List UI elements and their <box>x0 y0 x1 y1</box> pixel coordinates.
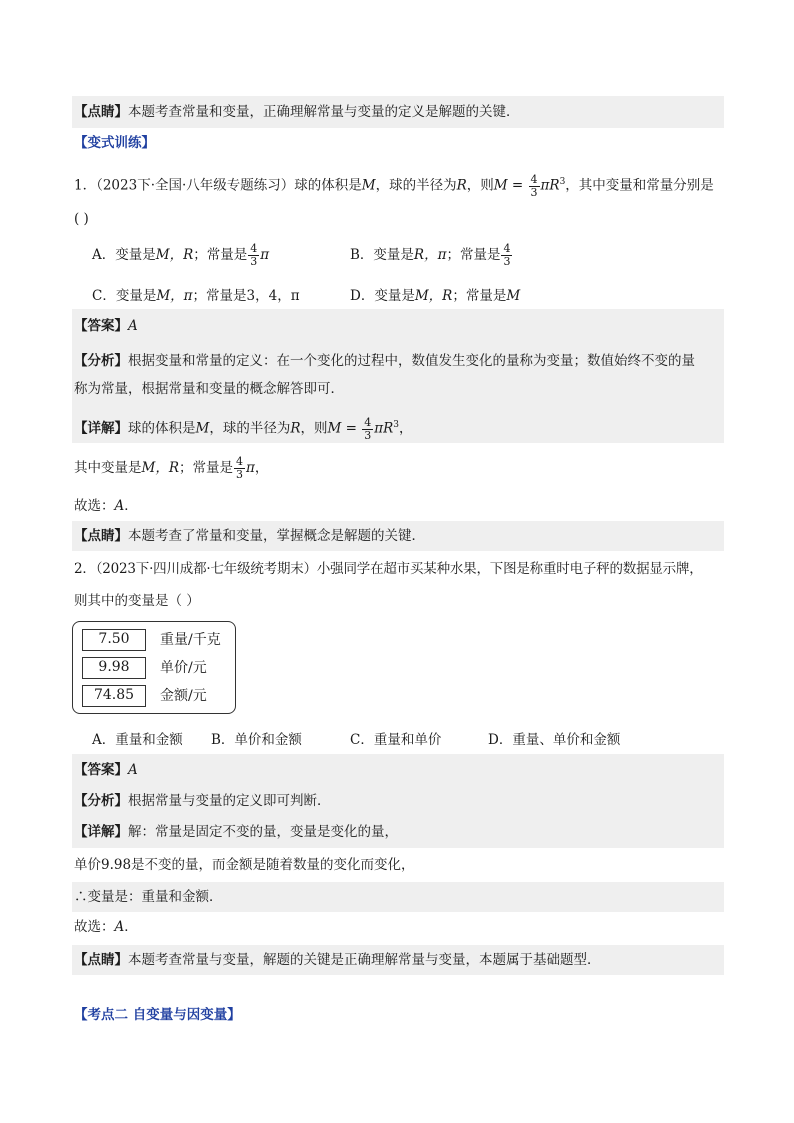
q1-dianjing-row <box>72 521 724 551</box>
opt-vars: M，π <box>156 288 193 304</box>
q1-formula-exp: 3 <box>559 177 566 187</box>
detail2-a: 其中变量是 <box>74 460 142 476</box>
frac-num: 4 <box>503 242 511 255</box>
scale-display-board <box>72 621 236 714</box>
detail2-vars: M，R <box>141 460 179 476</box>
frac-num: 4 <box>250 242 258 255</box>
detail-exp: 3 <box>393 420 400 430</box>
dianjing-text: 本题考查了常量和变量，掌握概念是解题的关键． <box>128 528 425 544</box>
opt-mid: ；常量是 <box>446 247 501 263</box>
scale-price-value: 9.98 <box>82 657 146 679</box>
q1-detail-row <box>72 407 724 443</box>
opt-pi: π <box>260 247 270 263</box>
q1-option-b <box>350 243 513 268</box>
choose-label: 故选： <box>74 498 115 514</box>
q2-choose-row <box>72 914 724 940</box>
analysis-text: 根据常量与变量的定义即可判断． <box>128 793 331 809</box>
detail-r: R <box>383 420 394 437</box>
dianjing-label: 【点睛】 <box>74 104 128 120</box>
q2-analysis-row <box>72 786 724 816</box>
detail-label: 【详解】 <box>74 420 128 437</box>
q2-stem-line1: 2．（2023下·四川成都·七年级统考期末）小强同学在超市买某种水果，下图是称重时电子秤的数据显示牌， <box>74 561 703 577</box>
scale-amount-value: 74.85 <box>82 685 146 707</box>
opt-prefix: B．变量是 <box>350 247 414 263</box>
q1-option-d <box>350 284 520 304</box>
answer-value: A <box>128 318 138 334</box>
q2-option-c: C．重量和单价 <box>350 732 442 748</box>
choose-answer: A <box>114 919 125 935</box>
opt-vars: M，R <box>155 247 194 263</box>
detail-var-r: R <box>290 420 301 437</box>
detail-pi: π <box>374 420 384 437</box>
q1-formula-r: R <box>549 177 560 194</box>
dianjing-text: 本题考查常量与变量，解题的关键是正确理解常量与变量，本题属于基础题型． <box>128 952 601 968</box>
q1-formula-eq: = <box>507 177 528 194</box>
detail-label: 【详解】 <box>74 824 128 840</box>
frac-num: 4 <box>364 415 372 429</box>
detail-var-m: M <box>195 420 210 437</box>
opt-fraction <box>501 243 512 268</box>
q1-var-m: M <box>361 177 376 194</box>
opt-vars: R，π <box>413 247 447 263</box>
q1-stem-c: ，则 <box>466 177 494 194</box>
q1-stem <box>72 168 724 199</box>
q1-var-r: R <box>456 177 467 194</box>
dianjing-text: 本题考查常量和变量，正确理解常量与变量的定义是解题的关键． <box>128 104 520 120</box>
q2-option-a: A．重量和金额 <box>92 732 183 748</box>
detail-d: ， <box>399 420 413 437</box>
frac-den: 3 <box>503 255 511 268</box>
opt-prefix: A．变量是 <box>92 247 156 263</box>
answer-value: A <box>128 762 138 778</box>
opt-fraction <box>248 243 259 268</box>
detail2-pi: π <box>246 460 255 476</box>
frac-num: 4 <box>236 455 243 468</box>
dianjing-row <box>72 96 724 128</box>
q1-stem-d: ，其中变量和常量分别是 <box>565 177 714 194</box>
scale-price-unit: 单价/元 <box>160 660 207 676</box>
q1-option-a <box>92 243 269 268</box>
detail-b: ，球的半径为 <box>209 420 291 437</box>
frac-num: 4 <box>530 172 538 186</box>
q1-detail2-row <box>72 450 724 486</box>
q2-stem-line2: 则其中的变量是（ ） <box>74 593 200 609</box>
q2-dianjing-row <box>72 945 724 975</box>
q1-formula-lhs: M <box>493 177 508 194</box>
analysis-line2: 称为常量，根据常量和变量的概念解答即可． <box>74 381 344 397</box>
q2-option-d: D．重量、单价和金额 <box>488 732 621 748</box>
detail-formula-eq: = <box>341 420 362 437</box>
q2-detail-row2: 单价9.98是不变的量，而金额是随着数量的变化而变化， <box>74 857 415 873</box>
scale-amount-unit: 金额/元 <box>160 688 207 704</box>
detail-line1: 解：常量是固定不变的量，变量是变化的量， <box>128 824 398 840</box>
opt-mid: ；常量是 <box>192 288 247 304</box>
opt-const: M <box>506 288 521 304</box>
opt-mid: ；常量是 <box>193 247 248 263</box>
frac-den: 3 <box>364 428 372 442</box>
q1-option-c <box>92 284 300 304</box>
dianjing-label: 【点睛】 <box>74 528 128 544</box>
opt-mid: ；常量是 <box>452 288 507 304</box>
choose-label: 故选： <box>74 919 115 935</box>
choose-end: ． <box>124 498 138 514</box>
opt-prefix: D．变量是 <box>350 288 415 304</box>
opt-prefix: C．变量是 <box>92 288 157 304</box>
detail-fraction <box>362 417 373 442</box>
detail2-b: ；常量是 <box>179 460 233 476</box>
frac-den: 3 <box>530 185 538 199</box>
detail-c: ，则 <box>300 420 328 437</box>
q1-stem-b: ，球的半径为 <box>375 177 457 194</box>
detail-formula-lhs: M <box>327 420 342 437</box>
analysis-label: 【分析】 <box>74 353 128 369</box>
opt-consts: 3，4，π <box>246 288 300 304</box>
q1-paren: ( ) <box>74 211 89 227</box>
detail2-fraction <box>234 456 245 481</box>
analysis-label: 【分析】 <box>74 793 128 809</box>
q1-formula-pi: π <box>540 177 550 194</box>
section-variant-heading: 【变式训练】 <box>74 135 155 151</box>
detail-a: 球的体积是 <box>128 420 196 437</box>
choose-end: ． <box>124 919 138 935</box>
q1-choose-row <box>72 493 724 519</box>
answer-label: 【答案】 <box>74 318 128 334</box>
scale-weight-unit: 重量/千克 <box>160 632 221 648</box>
answer-label: 【答案】 <box>74 762 128 778</box>
q1-answer-row <box>72 309 724 343</box>
q2-detail-row1 <box>72 816 724 848</box>
section-point2-heading: 【考点二 自变量与因变量】 <box>74 1007 241 1023</box>
q2-answer-row <box>72 754 724 786</box>
q2-detail-row3: ∴变量是：重量和金额． <box>72 882 724 912</box>
choose-answer: A <box>114 498 125 514</box>
detail2-end: ， <box>254 460 269 476</box>
frac-den: 3 <box>250 255 258 268</box>
q1-analysis-row <box>72 343 724 407</box>
opt-vars: M，R <box>414 288 453 304</box>
scale-weight-value: 7.50 <box>82 629 146 651</box>
analysis-line1: 根据变量和常量的定义：在一个变化的过程中，数值发生变化的量称为变量；数值始终不变的量 <box>128 353 695 369</box>
frac-den: 3 <box>236 468 243 481</box>
q1-formula-fraction <box>529 174 540 199</box>
q2-option-b: B．单价和金额 <box>211 732 302 748</box>
dianjing-label: 【点睛】 <box>74 952 128 968</box>
q1-stem-a: 1．（2023下·全国·八年级专题练习）球的体积是 <box>74 177 362 194</box>
